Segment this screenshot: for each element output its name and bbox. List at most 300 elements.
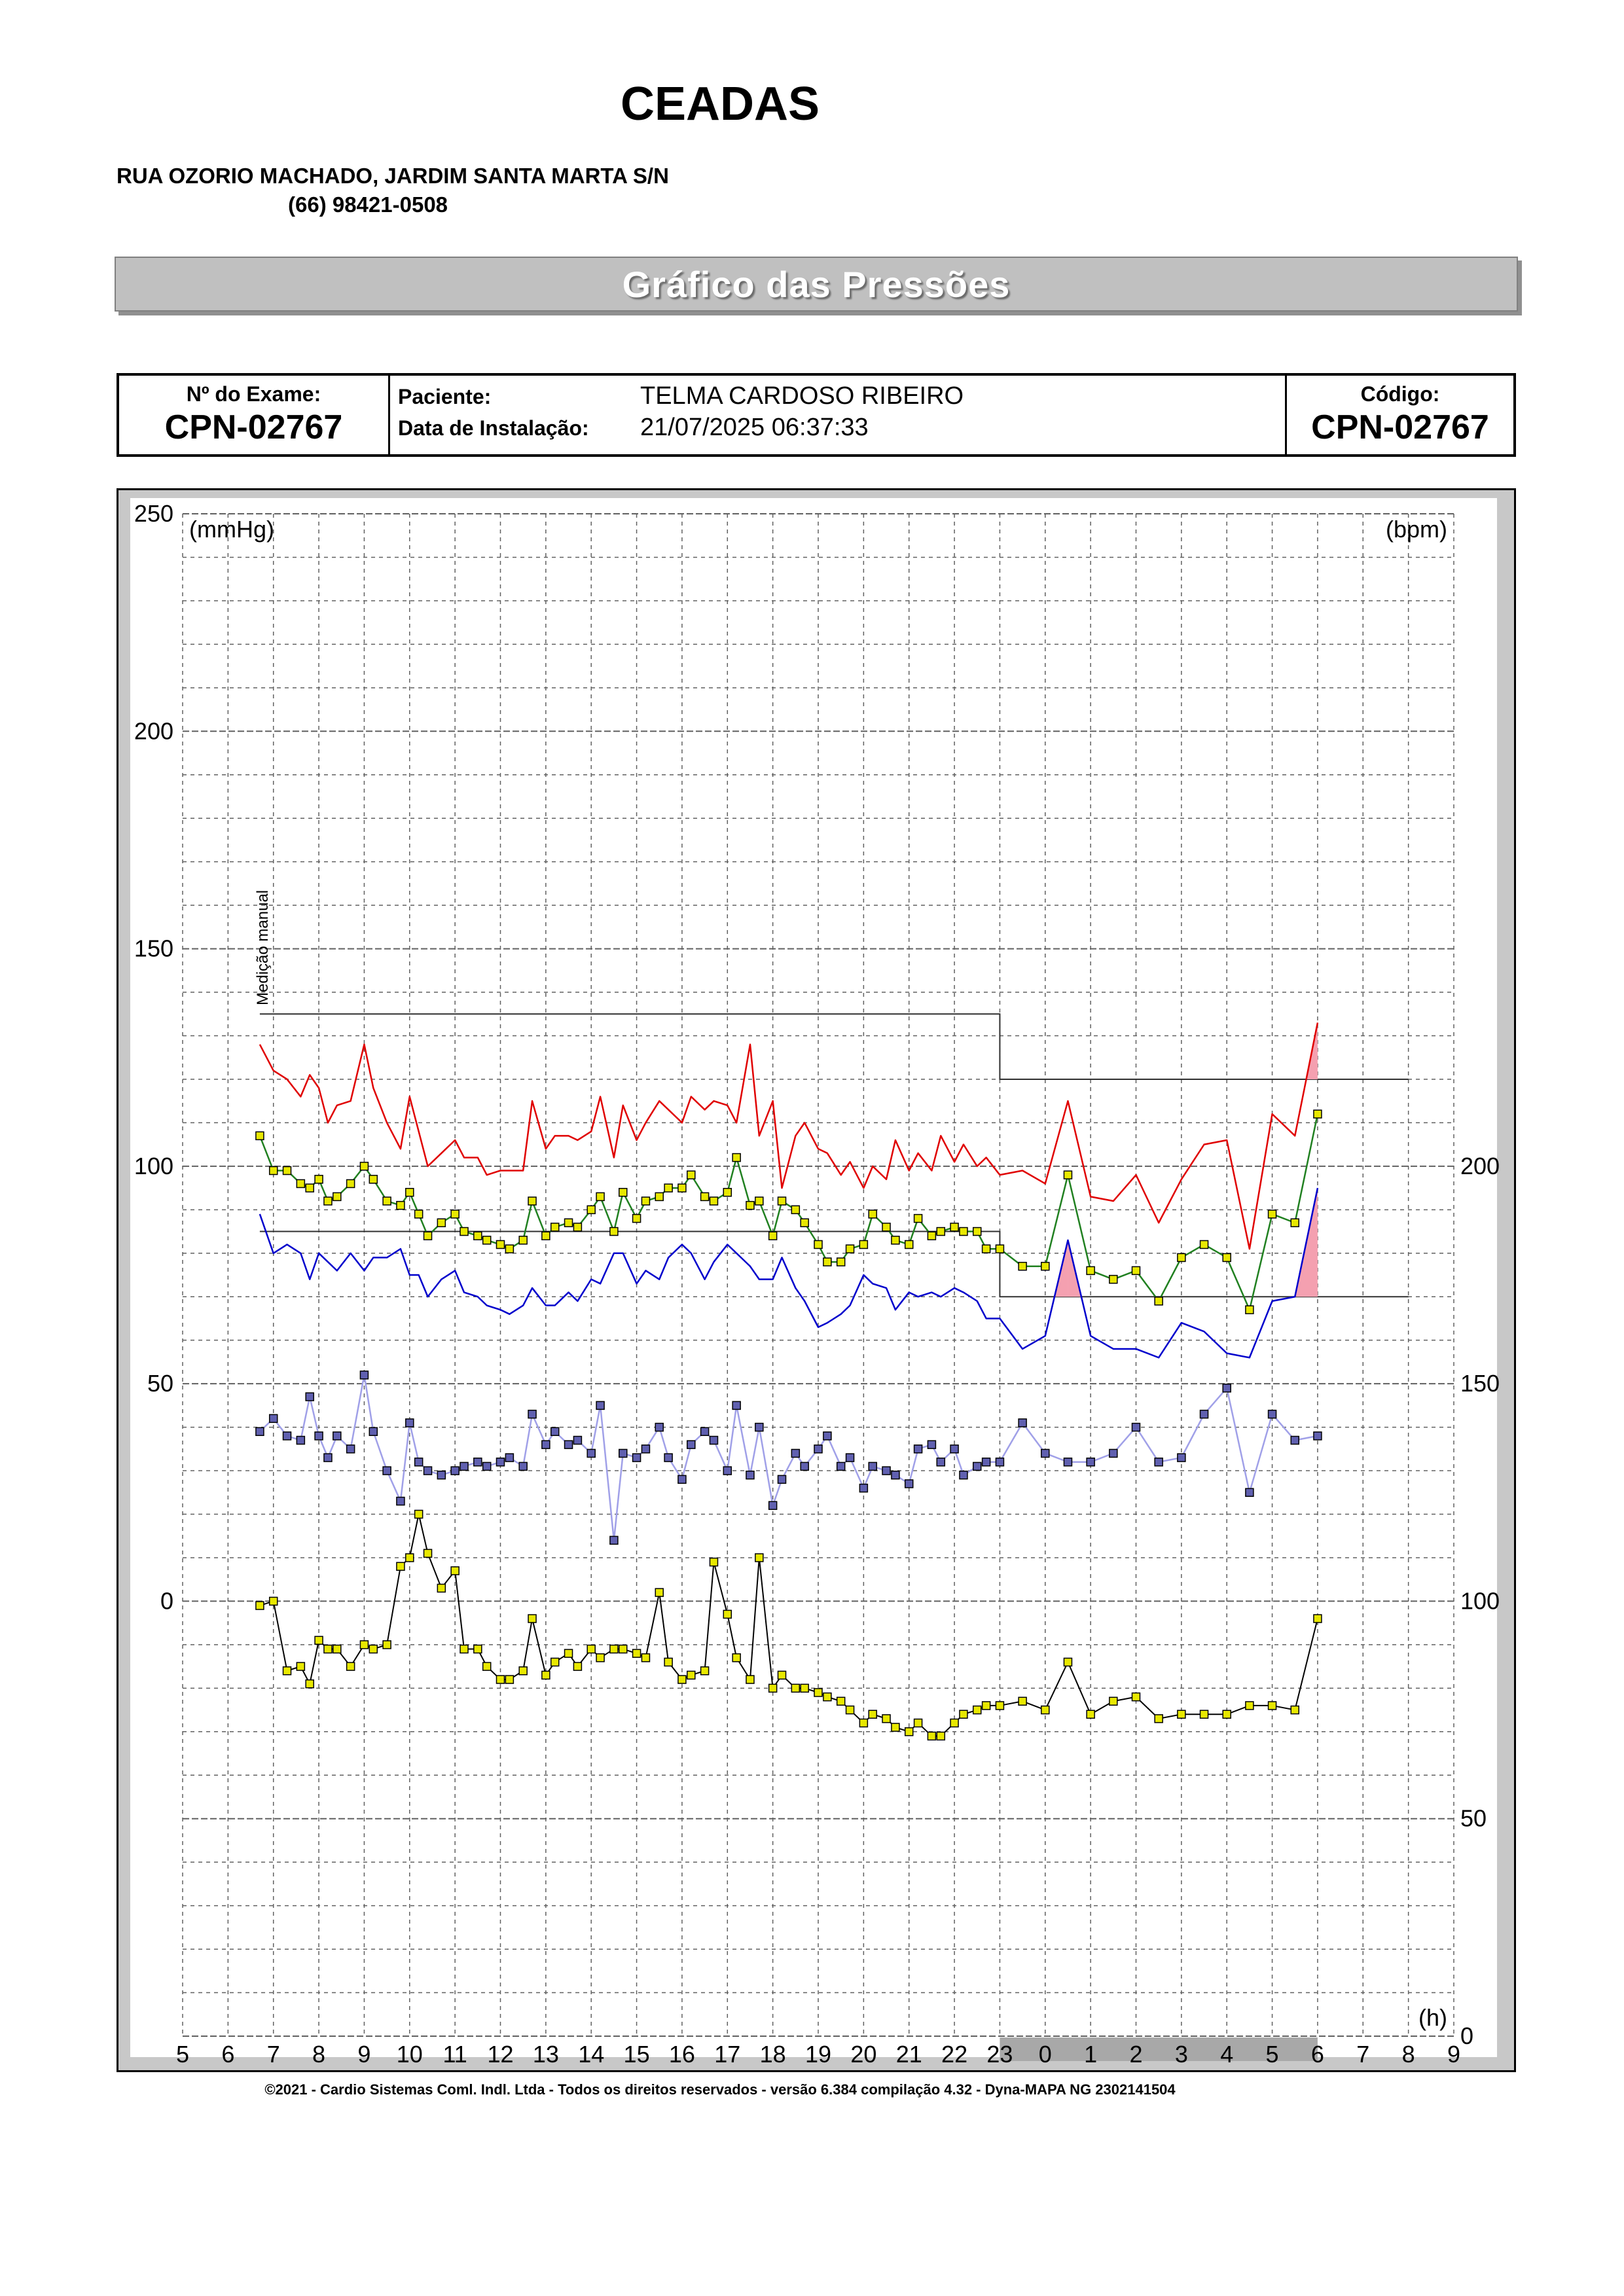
pulse-pressure-point — [587, 1449, 595, 1457]
pulse-pressure-point — [1087, 1458, 1094, 1466]
heart-rate-point — [769, 1684, 777, 1692]
pulse-pressure-point — [474, 1458, 482, 1466]
patient-row — [398, 382, 964, 410]
heart-rate-point — [1269, 1702, 1276, 1710]
mean-point — [905, 1240, 913, 1248]
heart-rate-point — [778, 1671, 786, 1679]
mean-point — [270, 1167, 278, 1175]
pulse-pressure-point — [1246, 1488, 1254, 1496]
heart-rate-point — [882, 1715, 890, 1723]
mean-point — [519, 1236, 527, 1244]
heart-rate-point — [474, 1645, 482, 1653]
pulse-pressure-point — [360, 1371, 368, 1379]
pulse-pressure-point — [950, 1445, 958, 1453]
mean-point — [950, 1223, 958, 1231]
pulse-pressure-point — [1178, 1454, 1185, 1462]
x-axis-hour-label: 8 — [1401, 2041, 1415, 2068]
pressure-chart — [118, 490, 1514, 2070]
pulse-pressure-point — [347, 1445, 355, 1453]
heart-rate-point — [937, 1732, 945, 1740]
exam-number-value: CPN-02767 — [164, 408, 343, 446]
pulse-pressure-point — [437, 1471, 445, 1479]
heart-rate-point — [1178, 1710, 1185, 1718]
heart-rate-point — [814, 1689, 822, 1696]
mean-point — [710, 1197, 717, 1205]
mean-point — [1064, 1171, 1072, 1179]
exam-info-box — [117, 373, 1516, 457]
pulse-pressure-point — [497, 1458, 505, 1466]
org-name: CEADAS — [620, 78, 820, 130]
x-axis-hour-label: 14 — [578, 2041, 605, 2068]
mean-point — [701, 1193, 709, 1200]
heart-rate-point — [1087, 1710, 1094, 1718]
mean-point — [424, 1232, 432, 1240]
mean-point — [1178, 1253, 1185, 1261]
x-axis-hour-label: 1 — [1084, 2041, 1098, 2068]
pulse-pressure-point — [701, 1427, 709, 1435]
mean-point — [610, 1228, 618, 1236]
pulse-pressure-point — [551, 1427, 559, 1435]
patient-cell — [390, 376, 1287, 454]
patient-label: Paciente: — [398, 385, 492, 408]
heart-rate-point — [1291, 1706, 1299, 1714]
pulse-pressure-point — [996, 1458, 1003, 1466]
heart-rate-point — [587, 1645, 595, 1653]
pulse-pressure-point — [1155, 1458, 1163, 1466]
pulse-pressure-point — [324, 1454, 332, 1462]
mean-point — [1019, 1263, 1026, 1270]
heart-rate-point — [1155, 1715, 1163, 1723]
mean-point — [655, 1193, 663, 1200]
x-axis-hour-label: 22 — [941, 2041, 968, 2068]
heart-rate-point — [270, 1597, 278, 1605]
heart-rate-point — [655, 1588, 663, 1596]
heart-rate-point — [687, 1671, 695, 1679]
mean-point — [460, 1228, 468, 1236]
pulse-pressure-point — [823, 1432, 831, 1440]
pulse-pressure-point — [1110, 1449, 1117, 1457]
pulse-pressure-point — [315, 1432, 323, 1440]
mean-point — [1110, 1276, 1117, 1283]
heart-rate-point — [746, 1676, 754, 1683]
report-banner — [115, 257, 1518, 312]
heart-rate-point — [596, 1654, 604, 1662]
mean-point — [1314, 1110, 1322, 1118]
x-axis-hour-label: 23 — [986, 2041, 1013, 2068]
heart-rate-point — [619, 1645, 627, 1653]
pulse-pressure-point — [1314, 1432, 1322, 1440]
heart-rate-point — [1200, 1710, 1208, 1718]
x-axis-hour-label: 19 — [804, 2041, 832, 2068]
heart-rate-point — [1064, 1658, 1072, 1666]
mean-point — [383, 1197, 391, 1205]
pulse-pressure-point — [596, 1401, 604, 1409]
mean-point — [315, 1175, 323, 1183]
heart-rate-point — [1041, 1706, 1049, 1714]
mean-point — [633, 1215, 641, 1223]
mean-point — [996, 1245, 1003, 1253]
pulse-pressure-point — [723, 1467, 731, 1475]
pulse-pressure-point — [1200, 1410, 1208, 1418]
mean-point — [859, 1240, 867, 1248]
heart-rate-point — [415, 1511, 423, 1518]
pulse-pressure-point — [415, 1458, 423, 1466]
x-unit-label: (h) — [1418, 2004, 1447, 2031]
code-label: Código: — [1360, 382, 1440, 406]
heart-rate-point — [914, 1719, 922, 1727]
pressure-chart-frame — [117, 488, 1516, 2072]
mean-point — [914, 1215, 922, 1223]
mean-point — [687, 1171, 695, 1179]
left-axis-tick-label: 100 — [134, 1152, 173, 1179]
mean-point — [542, 1232, 550, 1240]
pulse-pressure-point — [641, 1445, 649, 1453]
pulse-pressure-point — [1064, 1458, 1072, 1466]
heart-rate-point — [710, 1558, 717, 1566]
mean-point — [324, 1197, 332, 1205]
x-axis-hour-label: 12 — [487, 2041, 514, 2068]
install-row — [398, 414, 869, 442]
heart-rate-point — [869, 1710, 876, 1718]
heart-rate-point — [641, 1654, 649, 1662]
pulse-pressure-point — [1291, 1437, 1299, 1444]
right-axis-tick-label: 150 — [1460, 1370, 1500, 1397]
heart-rate-point — [801, 1684, 808, 1692]
heart-rate-point — [723, 1610, 731, 1618]
heart-rate-point — [732, 1654, 740, 1662]
mean-point — [406, 1189, 414, 1196]
pulse-pressure-point — [973, 1462, 981, 1470]
x-axis-hour-label: 17 — [714, 2041, 741, 2068]
mean-point — [1200, 1240, 1208, 1248]
mean-point — [1269, 1210, 1276, 1218]
pulse-pressure-point — [914, 1445, 922, 1453]
mean-point — [846, 1245, 854, 1253]
chart-plot-background — [130, 498, 1497, 2057]
x-axis-hour-label: 20 — [850, 2041, 877, 2068]
pulse-pressure-point — [905, 1480, 913, 1488]
heart-rate-point — [497, 1676, 505, 1683]
pulse-pressure-point — [837, 1462, 845, 1470]
mean-point — [928, 1232, 935, 1240]
pulse-pressure-point — [297, 1437, 304, 1444]
x-axis-hour-label: 5 — [1265, 2041, 1279, 2068]
heart-rate-point — [1132, 1693, 1140, 1701]
pulse-pressure-point — [397, 1498, 405, 1505]
mean-point — [791, 1206, 799, 1213]
mean-point — [347, 1179, 355, 1187]
heart-rate-point — [565, 1649, 573, 1657]
mean-point — [1246, 1306, 1254, 1314]
pulse-pressure-point — [406, 1419, 414, 1427]
mean-point — [678, 1184, 686, 1192]
pulse-pressure-point — [542, 1441, 550, 1448]
pulse-pressure-point — [960, 1471, 967, 1479]
heart-rate-point — [678, 1676, 686, 1683]
mean-point — [1041, 1263, 1049, 1270]
right-axis-tick-label: 100 — [1460, 1587, 1500, 1615]
heart-rate-point — [324, 1645, 332, 1653]
mean-point — [306, 1184, 314, 1192]
mean-point — [565, 1219, 573, 1227]
heart-rate-point — [996, 1702, 1003, 1710]
x-axis-hour-label: 11 — [442, 2041, 467, 2068]
heart-rate-point — [701, 1667, 709, 1675]
heart-rate-point — [610, 1645, 618, 1653]
pulse-pressure-point — [869, 1462, 876, 1470]
pulse-pressure-point — [633, 1454, 641, 1462]
exam-number-cell — [119, 376, 390, 454]
x-axis-hour-label: 13 — [532, 2041, 559, 2068]
heart-rate-point — [983, 1702, 990, 1710]
heart-rate-point — [460, 1645, 468, 1653]
heart-rate-point — [333, 1645, 341, 1653]
mean-point — [755, 1197, 763, 1205]
mean-point — [415, 1210, 423, 1218]
pulse-pressure-point — [505, 1454, 513, 1462]
install-date: 21/07/2025 06:37:33 — [640, 414, 869, 441]
left-axis-tick-label: 150 — [134, 935, 173, 962]
mean-point — [1223, 1253, 1231, 1261]
mean-point — [619, 1189, 627, 1196]
heart-rate-point — [1019, 1697, 1026, 1705]
pulse-pressure-point — [460, 1462, 468, 1470]
pulse-pressure-point — [664, 1454, 672, 1462]
mean-point — [297, 1179, 304, 1187]
mean-point — [778, 1197, 786, 1205]
heart-rate-point — [306, 1680, 314, 1688]
code-cell — [1287, 376, 1513, 454]
pulse-pressure-point — [732, 1401, 740, 1409]
footer-copyright: ©2021 - Cardio Sistemas Coml. Indl. Ltda - Todos os direitos reservados - versão 6.384 compilação 4.32 - Dyna-MAPA NG 2302141504 — [264, 2081, 1176, 2098]
x-axis-hour-label: 10 — [396, 2041, 423, 2068]
pulse-pressure-point — [519, 1462, 527, 1470]
heart-rate-point — [1314, 1615, 1322, 1623]
heart-rate-point — [960, 1710, 967, 1718]
left-unit-label: (mmHg) — [189, 516, 274, 543]
heart-rate-point — [837, 1697, 845, 1705]
mean-point — [1087, 1266, 1094, 1274]
mean-point — [497, 1240, 505, 1248]
x-axis-hour-label: 16 — [668, 2041, 695, 2068]
pulse-pressure-point — [928, 1441, 935, 1448]
pulse-pressure-point — [778, 1475, 786, 1483]
mean-point — [369, 1175, 377, 1183]
mean-point — [882, 1223, 890, 1231]
x-axis-hour-label: 6 — [221, 2041, 235, 2068]
pulse-pressure-point — [483, 1462, 491, 1470]
left-axis-tick-label: 50 — [147, 1370, 173, 1397]
heart-rate-point — [973, 1706, 981, 1714]
right-axis-tick-label: 0 — [1460, 2022, 1474, 2049]
x-axis-hour-label: 9 — [1447, 2041, 1461, 2068]
pulse-pressure-point — [1223, 1384, 1231, 1392]
mean-point — [587, 1206, 595, 1213]
pulse-pressure-point — [283, 1432, 291, 1440]
mean-point — [983, 1245, 990, 1253]
heart-rate-point — [791, 1684, 799, 1692]
heart-rate-point — [905, 1728, 913, 1736]
pulse-pressure-point — [528, 1410, 536, 1418]
heart-rate-point — [369, 1645, 377, 1653]
heart-rate-point — [406, 1554, 414, 1562]
mean-point — [769, 1232, 777, 1240]
mean-point — [437, 1219, 445, 1227]
mean-point — [1155, 1297, 1163, 1305]
mean-point — [1291, 1219, 1299, 1227]
x-axis-hour-label: 9 — [357, 2041, 371, 2068]
right-axis-tick-label: 50 — [1460, 1804, 1487, 1832]
x-axis-hour-label: 15 — [623, 2041, 650, 2068]
pulse-pressure-point — [769, 1501, 777, 1509]
mean-point — [1132, 1266, 1140, 1274]
pulse-pressure-point — [1019, 1419, 1026, 1427]
heart-rate-point — [892, 1723, 899, 1731]
mean-point — [573, 1223, 581, 1231]
mean-point — [596, 1193, 604, 1200]
pulse-pressure-point — [859, 1484, 867, 1492]
pulse-pressure-point — [424, 1467, 432, 1475]
pulse-pressure-point — [814, 1445, 822, 1453]
pulse-pressure-point — [369, 1427, 377, 1435]
mean-point — [664, 1184, 672, 1192]
heart-rate-point — [542, 1671, 550, 1679]
x-axis-hour-label: 7 — [266, 2041, 280, 2068]
heart-rate-point — [347, 1662, 355, 1670]
pulse-pressure-point — [791, 1449, 799, 1457]
x-axis-hour-label: 21 — [895, 2041, 922, 2068]
heart-rate-point — [823, 1693, 831, 1701]
right-axis-tick-label: 200 — [1460, 1152, 1500, 1179]
patient-name: TELMA CARDOSO RIBEIRO — [640, 382, 964, 410]
x-axis-hour-label: 5 — [175, 2041, 190, 2068]
x-axis-hour-label: 4 — [1220, 2041, 1234, 2068]
pulse-pressure-point — [655, 1424, 663, 1431]
mean-point — [551, 1223, 559, 1231]
pulse-pressure-point — [755, 1424, 763, 1431]
org-address: RUA OZORIO MACHADO, JARDIM SANTA MARTA S/N — [117, 164, 669, 188]
mean-point — [505, 1245, 513, 1253]
mean-point — [837, 1258, 845, 1266]
pulse-pressure-point — [801, 1462, 808, 1470]
mean-point — [746, 1202, 754, 1210]
pulse-pressure-point — [882, 1467, 890, 1475]
heart-rate-point — [297, 1662, 304, 1670]
heart-rate-point — [755, 1554, 763, 1562]
heart-rate-point — [859, 1719, 867, 1727]
mean-point — [823, 1258, 831, 1266]
left-axis-tick-label: 250 — [134, 500, 173, 527]
x-axis-hour-label: 0 — [1038, 2041, 1052, 2068]
heart-rate-point — [846, 1706, 854, 1714]
org-phone: (66) 98421-0508 — [288, 192, 448, 217]
pulse-pressure-point — [573, 1437, 581, 1444]
install-label: Data de Instalação: — [398, 416, 589, 440]
heart-rate-point — [437, 1584, 445, 1592]
manual-measurement-annotation: Medição manual — [253, 889, 272, 1005]
heart-rate-point — [1246, 1702, 1254, 1710]
heart-rate-point — [483, 1662, 491, 1670]
pulse-pressure-point — [383, 1467, 391, 1475]
pulse-pressure-point — [1269, 1410, 1276, 1418]
heart-rate-point — [528, 1615, 536, 1623]
heart-rate-point — [573, 1662, 581, 1670]
heart-rate-point — [256, 1602, 264, 1609]
mean-point — [333, 1193, 341, 1200]
exam-number-label: Nº do Exame: — [186, 382, 321, 406]
mean-point — [397, 1202, 405, 1210]
mean-point — [723, 1189, 731, 1196]
mean-point — [256, 1132, 264, 1139]
heart-rate-point — [551, 1658, 559, 1666]
pulse-pressure-point — [610, 1536, 618, 1544]
mean-point — [869, 1210, 876, 1218]
pulse-pressure-point — [270, 1414, 278, 1422]
pulse-pressure-point — [619, 1449, 627, 1457]
heart-rate-point — [950, 1719, 958, 1727]
heart-rate-point — [505, 1676, 513, 1683]
mean-point — [641, 1197, 649, 1205]
mean-point — [937, 1228, 945, 1236]
pulse-pressure-point — [983, 1458, 990, 1466]
heart-rate-point — [633, 1649, 641, 1657]
heart-rate-point — [1110, 1697, 1117, 1705]
pulse-pressure-point — [306, 1393, 314, 1401]
mean-point — [483, 1236, 491, 1244]
banner-title: Gráfico das Pressões — [622, 263, 1011, 305]
heart-rate-point — [315, 1636, 323, 1644]
pulse-pressure-point — [678, 1475, 686, 1483]
heart-rate-point — [664, 1658, 672, 1666]
pulse-pressure-point — [1041, 1449, 1049, 1457]
left-axis-tick-label: 0 — [160, 1587, 173, 1615]
mean-point — [732, 1154, 740, 1162]
mean-point — [892, 1236, 899, 1244]
pulse-pressure-point — [846, 1454, 854, 1462]
mean-point — [360, 1162, 368, 1170]
pulse-pressure-point — [565, 1441, 573, 1448]
heart-rate-point — [424, 1549, 432, 1557]
code-value: CPN-02767 — [1311, 408, 1489, 446]
x-axis-hour-label: 18 — [759, 2041, 786, 2068]
mean-point — [528, 1197, 536, 1205]
mean-point — [960, 1228, 967, 1236]
mean-point — [283, 1167, 291, 1175]
heart-rate-point — [383, 1641, 391, 1649]
x-axis-hour-label: 6 — [1310, 2041, 1324, 2068]
pulse-pressure-point — [1132, 1424, 1140, 1431]
heart-rate-point — [451, 1567, 459, 1575]
heart-rate-point — [928, 1732, 935, 1740]
x-axis-hour-label: 8 — [312, 2041, 326, 2068]
mean-point — [973, 1228, 981, 1236]
heart-rate-point — [397, 1562, 405, 1570]
pulse-pressure-point — [710, 1437, 717, 1444]
x-axis-hour-label: 3 — [1174, 2041, 1188, 2068]
pulse-pressure-point — [892, 1471, 899, 1479]
heart-rate-point — [360, 1641, 368, 1649]
mean-point — [451, 1210, 459, 1218]
pulse-pressure-point — [333, 1432, 341, 1440]
heart-rate-point — [1223, 1710, 1231, 1718]
x-axis-hour-label: 7 — [1356, 2041, 1370, 2068]
mean-point — [474, 1232, 482, 1240]
heart-rate-point — [283, 1667, 291, 1675]
heart-rate-point — [519, 1667, 527, 1675]
left-axis-tick-label: 200 — [134, 717, 173, 745]
pulse-pressure-point — [746, 1471, 754, 1479]
pulse-pressure-point — [451, 1467, 459, 1475]
